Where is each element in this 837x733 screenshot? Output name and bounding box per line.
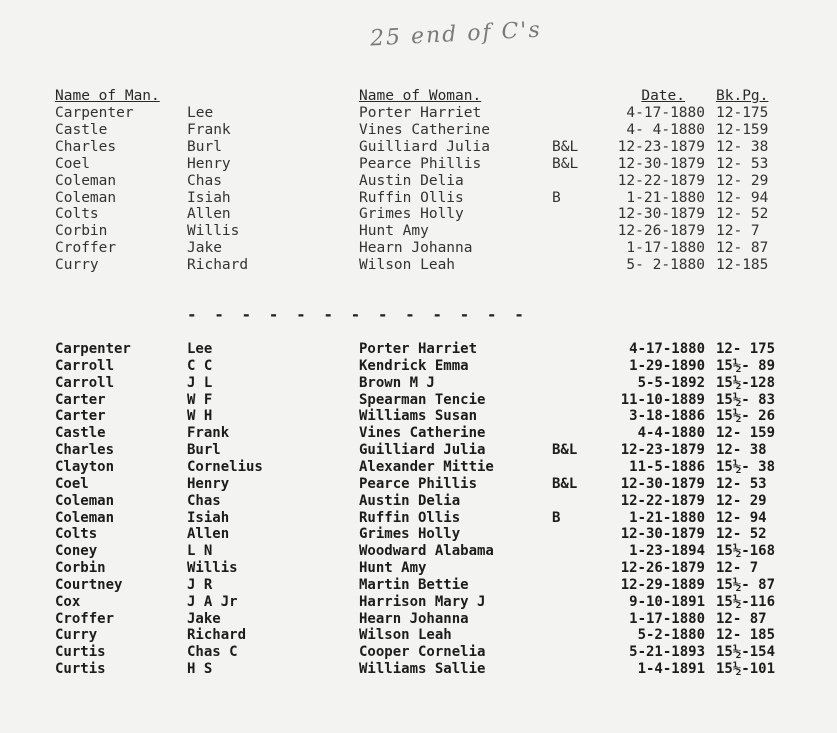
book-page: 12- 29 (716, 492, 767, 509)
man-surname: Carter (55, 391, 106, 408)
book-page: 15½- 83 (716, 391, 776, 408)
man-surname: Castle (55, 121, 108, 138)
book-page: 12- 38 (716, 442, 767, 459)
woman-name: Porter Harriet (359, 341, 478, 357)
book-page: 15½- 38 (716, 458, 776, 475)
man-surname: Corbin (55, 223, 108, 240)
man-surname: Carpenter (55, 341, 131, 357)
header-man: Name of Man. (55, 88, 160, 104)
man-given-name: Richard (187, 257, 249, 274)
man-surname: Coel (55, 155, 90, 172)
book-page: 15½- 87 (716, 576, 776, 593)
man-surname: Carroll (55, 374, 115, 391)
woman-name: Vines Catherine (359, 121, 490, 138)
man-given-name: W F (187, 391, 213, 408)
header-date: Date. (641, 88, 685, 104)
book-page: 12- 7 (716, 223, 760, 240)
marriage-date: 1-29-1890 (629, 357, 705, 374)
woman-name: Pearce Phillis (359, 155, 482, 172)
marriage-date: 1-21-1880 (629, 509, 705, 526)
man-surname: Coleman (55, 189, 117, 206)
man-given-name: Burl (187, 138, 222, 155)
man-given-name: L N (187, 543, 213, 560)
marriage-date: 12-29-1889 (620, 576, 705, 593)
book-page: 12- 52 (716, 206, 769, 223)
man-surname: Colts (55, 206, 99, 223)
man-given-name: Isiah (187, 509, 230, 526)
man-surname: Colts (55, 526, 98, 543)
record-flag: B&L (552, 475, 578, 492)
man-given-name: Chas C (187, 644, 238, 661)
book-page: 12- 185 (716, 627, 776, 644)
marriage-date: 4-17-1880 (629, 341, 705, 357)
record-flag: B&L (552, 138, 579, 155)
marriage-date: 12-30-1879 (617, 206, 705, 223)
marriage-date: 5-5-1892 (637, 374, 705, 391)
marriage-date: 5- 2-1880 (626, 257, 705, 274)
man-given-name: Chas (187, 492, 221, 509)
man-surname: Charles (55, 138, 117, 155)
book-page: 15½-116 (716, 593, 776, 610)
marriage-date: 1-21-1880 (626, 189, 705, 206)
book-page: 12-175 (716, 105, 769, 121)
marriage-date: 1-4-1891 (637, 661, 705, 678)
man-surname: Coleman (55, 509, 115, 526)
woman-name: Hunt Amy (359, 560, 427, 577)
woman-name: Alexander Mittie (359, 458, 494, 475)
book-page: 12- 7 (716, 560, 759, 577)
header-bkpg: Bk.Pg. (716, 88, 769, 104)
record-flag: B&L (552, 442, 578, 459)
woman-name: Pearce Phillis (359, 475, 478, 492)
woman-name: Ruffin Ollis (359, 509, 461, 526)
man-surname: Curtis (55, 644, 106, 661)
book-page: 12- 175 (716, 341, 776, 357)
marriage-date: 4-4-1880 (637, 425, 705, 442)
man-given-name: Allen (187, 206, 231, 223)
marriage-date: 5-2-1880 (637, 627, 705, 644)
book-page: 12- 159 (716, 425, 776, 442)
book-page: 12- 38 (716, 138, 769, 155)
woman-name: Grimes Holly (359, 526, 461, 543)
man-given-name: Willis (187, 223, 240, 240)
man-surname: Croffer (55, 240, 117, 257)
man-given-name: Henry (187, 475, 230, 492)
man-given-name: C C (187, 357, 213, 374)
book-page: 12- 87 (716, 240, 769, 257)
man-surname: Curtis (55, 661, 106, 678)
woman-name: Williams Sallie (359, 661, 486, 678)
woman-name: Guilliard Julia (359, 442, 486, 459)
divider-line: - - - - - - - - - - - - - (187, 305, 528, 324)
woman-name: Vines Catherine (359, 425, 486, 442)
woman-name: Woodward Alabama (359, 543, 494, 560)
book-page: 12- 52 (716, 526, 767, 543)
man-surname: Carpenter (55, 105, 134, 121)
book-page: 12-159 (716, 121, 769, 138)
marriage-date: 4- 4-1880 (626, 121, 705, 138)
man-given-name: J A Jr (187, 593, 238, 610)
man-given-name: Richard (187, 627, 247, 644)
man-given-name: Burl (187, 442, 221, 459)
marriage-date: 12-30-1879 (620, 526, 705, 543)
woman-name: Brown M J (359, 374, 435, 391)
woman-name: Wilson Leah (359, 257, 456, 274)
marriage-date: 4-17-1880 (626, 105, 705, 121)
woman-name: Hunt Amy (359, 223, 429, 240)
marriage-date: 1-23-1894 (629, 543, 705, 560)
book-page: 12- 87 (716, 610, 767, 627)
man-given-name: Willis (187, 560, 238, 577)
man-surname: Curry (55, 257, 99, 274)
book-page: 12- 94 (716, 189, 769, 206)
woman-name: Martin Bettie (359, 576, 469, 593)
man-given-name: W H (187, 408, 213, 425)
man-surname: Courtney (55, 576, 123, 593)
book-page: 12- 53 (716, 155, 769, 172)
marriage-date: 11-10-1889 (620, 391, 705, 408)
man-surname: Clayton (55, 458, 115, 475)
marriage-date: 5-21-1893 (629, 644, 705, 661)
man-surname: Coney (55, 543, 98, 560)
man-surname: Castle (55, 425, 106, 442)
man-given-name: Frank (187, 425, 230, 442)
woman-name: Spearman Tencie (359, 391, 486, 408)
book-page: 15½-168 (716, 543, 776, 560)
man-given-name: Jake (187, 240, 222, 257)
man-given-name: Lee (187, 105, 214, 121)
woman-name: Williams Susan (359, 408, 478, 425)
marriage-date: 12-30-1879 (617, 155, 705, 172)
marriage-date: 12-23-1879 (617, 138, 705, 155)
man-surname: Curry (55, 627, 98, 644)
handwritten-note: 25 end of C's (369, 17, 543, 52)
man-given-name: H S (187, 661, 213, 678)
man-surname: Coleman (55, 492, 115, 509)
book-page: 15½- 89 (716, 357, 776, 374)
book-page: 15½-128 (716, 374, 776, 391)
man-surname: Coel (55, 475, 89, 492)
book-page: 12-185 (716, 257, 769, 274)
man-surname: Coleman (55, 172, 117, 189)
man-given-name: Allen (187, 526, 230, 543)
marriage-date: 12-30-1879 (620, 475, 705, 492)
man-given-name: J L (187, 374, 213, 391)
marriage-date: 11-5-1886 (629, 458, 705, 475)
man-given-name: Cornelius (187, 458, 263, 475)
book-page: 15½- 26 (716, 408, 776, 425)
man-surname: Corbin (55, 560, 106, 577)
woman-name: Wilson Leah (359, 627, 452, 644)
book-page: 15½-101 (716, 661, 776, 678)
book-page: 12- 94 (716, 509, 767, 526)
man-surname: Croffer (55, 610, 115, 627)
man-given-name: Frank (187, 121, 231, 138)
man-given-name: Jake (187, 610, 221, 627)
marriage-date: 3-18-1886 (629, 408, 705, 425)
book-page: 15½-154 (716, 644, 776, 661)
woman-name: Hearn Johanna (359, 240, 473, 257)
woman-name: Kendrick Emma (359, 357, 469, 374)
woman-name: Guilliard Julia (359, 138, 490, 155)
man-given-name: J R (187, 576, 213, 593)
woman-name: Harrison Mary J (359, 593, 486, 610)
book-page: 12- 29 (716, 172, 769, 189)
marriage-date: 12-23-1879 (620, 442, 705, 459)
record-flag: B (552, 189, 561, 206)
woman-name: Austin Delia (359, 172, 464, 189)
marriage-date: 1-17-1880 (626, 240, 705, 257)
woman-name: Cooper Cornelia (359, 644, 486, 661)
man-given-name: Lee (187, 341, 213, 357)
man-surname: Carroll (55, 357, 115, 374)
marriage-date: 12-26-1879 (620, 560, 705, 577)
marriage-date: 12-22-1879 (617, 172, 705, 189)
marriage-date: 12-26-1879 (617, 223, 705, 240)
man-surname: Carter (55, 408, 106, 425)
man-given-name: Henry (187, 155, 231, 172)
woman-name: Porter Harriet (359, 105, 482, 121)
column-headers (0, 88, 769, 105)
header-woman: Name of Woman. (359, 88, 482, 104)
man-given-name: Chas (187, 172, 222, 189)
woman-name: Austin Delia (359, 492, 461, 509)
book-page: 12- 53 (716, 475, 767, 492)
man-surname: Charles (55, 442, 115, 459)
record-flag: B (552, 509, 561, 526)
record-flag: B&L (552, 155, 579, 172)
man-surname: Cox (55, 593, 81, 610)
woman-name: Grimes Holly (359, 206, 464, 223)
marriage-date: 1-17-1880 (629, 610, 705, 627)
woman-name: Hearn Johanna (359, 610, 469, 627)
marriage-date: 9-10-1891 (629, 593, 705, 610)
marriage-date: 12-22-1879 (620, 492, 705, 509)
man-given-name: Isiah (187, 189, 231, 206)
woman-name: Ruffin Ollis (359, 189, 464, 206)
